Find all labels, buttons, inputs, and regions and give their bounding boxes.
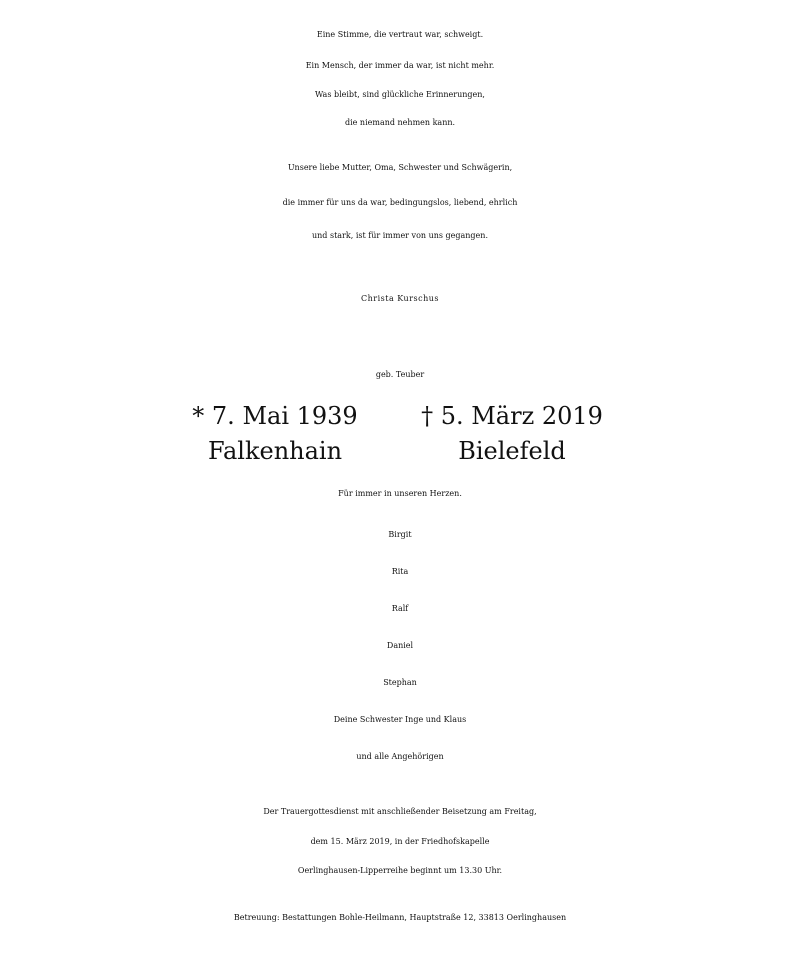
verse-line: Was bleibt, sind glückliche Erinnerungen, xyxy=(315,90,485,99)
family-member: Birgit xyxy=(388,530,412,539)
birth-place: Falkenhain xyxy=(207,437,343,465)
maiden-name: geb. Teuber xyxy=(375,370,425,379)
farewell-line: Für immer in unseren Herzen. xyxy=(338,489,462,498)
service-line: dem 15. März 2019, in der Friedhofskapelle xyxy=(310,837,490,846)
death-place: Bielefeld xyxy=(458,437,566,465)
funeral-home-credit: Betreuung: Bestattungen Bohle-Heilmann, Hauptstraße 12, 33813 Oerlinghausen xyxy=(233,913,567,922)
service-line: Der Trauergottesdienst mit anschließender Beisetzung am Freitag, xyxy=(263,807,537,816)
family-member: Rita xyxy=(391,567,409,576)
verse-line: Ein Mensch, der immer da war, ist nicht mehr. xyxy=(305,61,495,70)
family-member: Stephan xyxy=(383,678,417,687)
intro-line: die immer für uns da war, bedingungslos, liebend, ehrlich xyxy=(282,198,518,207)
service-line: Oerlinghausen-Lipperreihe beginnt um 13.30 Uhr. xyxy=(297,866,503,875)
verse-line: Eine Stimme, die vertraut war, schweigt. xyxy=(316,30,484,39)
family-member: Daniel xyxy=(386,641,414,650)
family-member: Deine Schwester Inge und Klaus xyxy=(333,715,467,724)
verse-line: die niemand nehmen kann. xyxy=(344,118,456,127)
death-date: † 5. März 2019 xyxy=(421,402,603,430)
birth-date: * 7. Mai 1939 xyxy=(192,402,358,430)
deceased-name: Christa Kurschus xyxy=(360,294,440,303)
intro-line: Unsere liebe Mutter, Oma, Schwester und Schwägerin, xyxy=(287,163,513,172)
intro-line: und stark, ist für immer von uns gegangen. xyxy=(312,231,488,240)
family-member: und alle Angehörigen xyxy=(356,752,444,761)
family-member: Ralf xyxy=(391,604,409,613)
